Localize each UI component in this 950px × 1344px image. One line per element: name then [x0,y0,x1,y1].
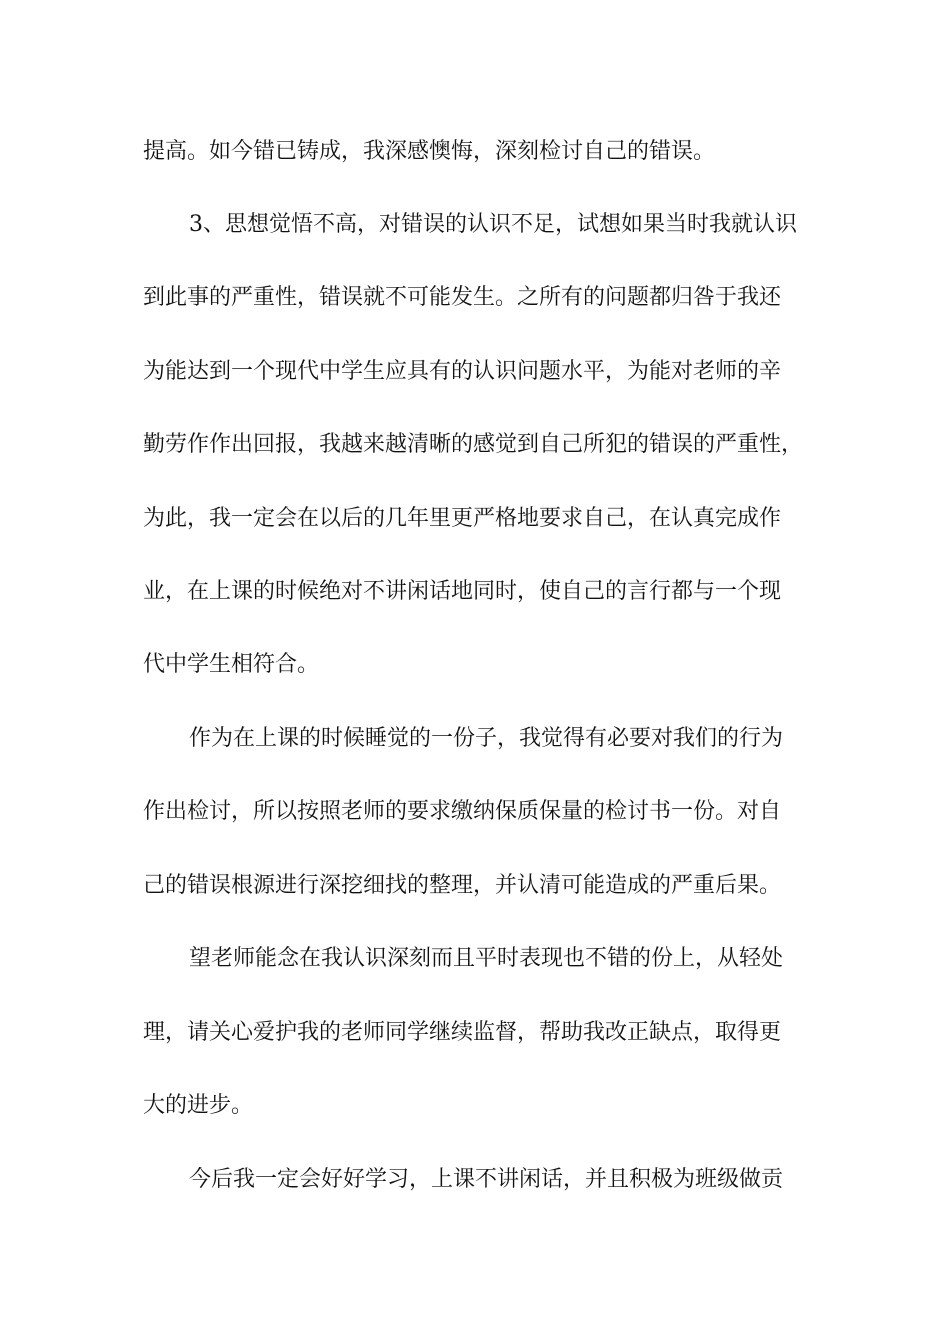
text-line: 为能达到一个现代中学生应具有的认识问题水平，为能对老师的辛 [143,359,782,384]
paragraph-start-line: 望老师能念在我认识深刻而且平时表现也不错的份上，从轻处 [189,946,784,971]
text-line: 勤劳作作出回报，我越来越清晰的感觉到自己所犯的错误的严重性， [143,432,804,457]
text-line: 代中学生相符合。 [143,652,320,677]
text-line: 业，在上课的时候绝对不讲闲话地同时，使自己的言行都与一个现 [143,579,782,604]
text-line: 到此事的严重性，错误就不可能发生。之所有的问题都归咎于我还 [143,285,782,310]
text-line: 作出检讨，所以按照老师的要求缴纳保质保量的检讨书一份。对自 [143,799,782,824]
paragraph-start-line: 今后我一定会好好学习，上课不讲闲话，并且积极为班级做贡 [189,1167,784,1192]
paragraph-start-line: 作为在上课的时候睡觉的一份子，我觉得有必要对我们的行为 [189,726,784,751]
text-line: 为此，我一定会在以后的几年里更严格地要求自己，在认真完成作 [143,506,782,531]
text-line: 提高。如今错已铸成，我深感懊悔，深刻检讨自己的错误。 [143,139,716,164]
text-line: 理，请关心爱护我的老师同学继续监督，帮助我改正缺点，取得更 [143,1020,782,1045]
text-line: 大的进步。 [143,1093,254,1118]
text-line: 己的错误根源进行深挖细找的整理，并认清可能造成的严重后果。 [143,873,782,898]
paragraph-start-line: 3、思想觉悟不高，对错误的认识不足，试想如果当时我就认识 [189,212,797,237]
